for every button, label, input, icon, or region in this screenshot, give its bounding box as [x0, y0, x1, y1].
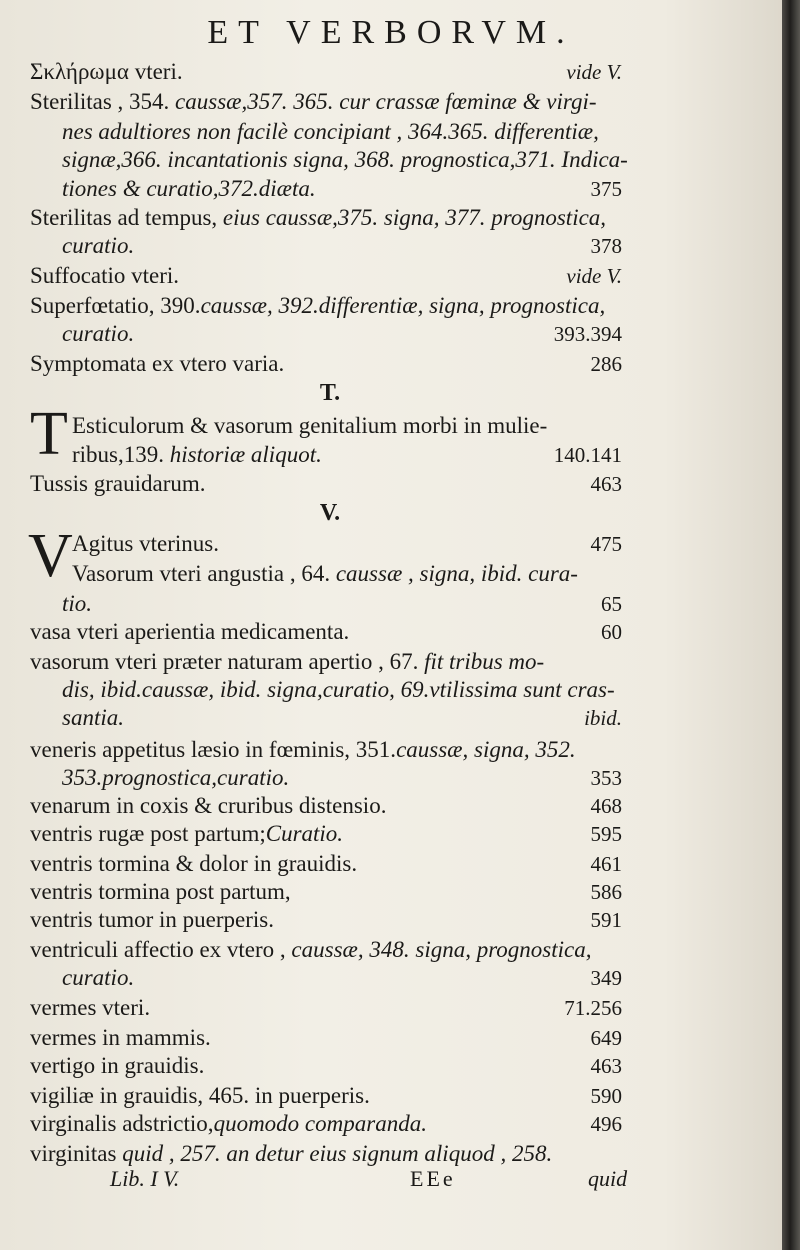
entry-text: virginitas: [30, 1141, 123, 1166]
entry-italic-text: Curatio.: [265, 821, 344, 846]
page-reference: 595: [590, 822, 622, 846]
entry-italic-text: nes adultiores non facilè concipiant , 364.365. differentiæ,: [62, 119, 599, 144]
entry-italic-text: curatio.: [62, 965, 135, 990]
entry-italic-text: fit tribus mo-: [424, 649, 545, 674]
entry-italic-text: tiones & curatio,372.diæta.: [62, 176, 316, 201]
entry-text: Vasorum vteri angustia , 64.: [72, 561, 336, 586]
index-line: [30, 1082, 670, 1110]
index-line: Agitus vterinus.: [72, 531, 219, 556]
page-reference: 60: [601, 620, 622, 644]
page-reference: 375: [590, 177, 622, 201]
page-reference: 349: [590, 966, 622, 990]
section-heading-v: V.: [319, 500, 341, 526]
entry-italic-text: caussæ, 348. signa, prognostica,: [291, 937, 592, 962]
footer-catchword: quid: [588, 1166, 628, 1191]
page-reference: 586: [590, 880, 622, 904]
entry-italic-text: signæ,366. incantationis signa, 368. prognostica,371. Indica-: [62, 147, 628, 172]
index-line: [62, 118, 702, 146]
page-reference: 496: [590, 1112, 622, 1136]
page-reference: 463: [590, 472, 622, 496]
index-line: Esticulorum & vasorum genitalium morbi in mulie-: [72, 413, 548, 438]
entry-italic-text: santia.: [62, 705, 124, 730]
page-reference: 461: [590, 852, 622, 876]
entry-text: Σκλήρωμα: [30, 59, 129, 84]
page-reference: 590: [590, 1084, 622, 1108]
entry-text: veneris appetitus læsio in fœminis, 351.: [30, 737, 397, 762]
page-reference: 353: [590, 766, 622, 790]
page-reference: 591: [590, 908, 622, 932]
page-reference: vide V.: [566, 60, 622, 84]
entry-text: ventriculi affectio ex vtero ,: [30, 937, 292, 962]
page-reference: 65: [601, 592, 622, 616]
index-line: [30, 1110, 670, 1138]
entry-text: virginalis adstrictio,: [30, 1111, 214, 1136]
entry-italic-text: dis, ibid.caussæ, ibid. signa,curatio, 69.vtilissima sunt cras-: [62, 677, 615, 702]
index-line: [62, 146, 702, 174]
page-reference: 649: [590, 1026, 622, 1050]
entry-text: Sterilitas ad tempus,: [30, 205, 223, 230]
index-line: [30, 792, 670, 820]
index-line: [30, 906, 670, 934]
page-reference: 378: [590, 234, 622, 258]
entry-italic-text: caussæ , signa, ibid. cura-: [335, 561, 578, 586]
footer-signature-mark: EEe: [410, 1166, 456, 1191]
entry-text: ribus,139.: [72, 442, 170, 467]
index-line: [30, 292, 670, 320]
index-line: Tussis grauidarum.: [30, 471, 206, 496]
entry-text: vertigo in grauidis.: [30, 1053, 205, 1078]
index-line: [30, 1024, 670, 1052]
entry-italic-text: curatio.: [62, 233, 135, 258]
entry-text: Sterilitas , 354.: [30, 89, 176, 114]
index-line: [30, 618, 670, 646]
page-reference: 393.394: [553, 322, 622, 346]
entry-italic-text: caussæ,357. 365. cur crassæ fœminæ & virgi-: [175, 89, 597, 114]
page-reference: 475: [590, 532, 622, 556]
page-reference: 71.256: [564, 996, 622, 1020]
entry-text: Symptomata ex vtero varia.: [30, 351, 285, 376]
entry-italic-text: caussæ, 392.differentiæ, signa, prognostica,: [200, 293, 606, 318]
entry-text: venarum in coxis & cruribus distensio.: [30, 793, 387, 818]
index-line: tio.: [62, 591, 93, 616]
page-reference: 140.141: [553, 443, 622, 467]
page-reference: ibid.: [584, 706, 622, 730]
entry-italic-text: caussæ, signa, 352.: [396, 737, 576, 762]
entry-italic-text: quid , 257. an detur eius signum aliquod , 258.: [122, 1141, 553, 1166]
entry-italic-text: 353.prognostica,curatio.: [62, 765, 290, 790]
index-line: [30, 648, 670, 676]
page-reference: 468: [590, 794, 622, 818]
entry-italic-text: historiæ aliquot.: [169, 442, 322, 467]
index-line: [30, 850, 670, 878]
entry-text: ventris rugæ post partum;: [30, 821, 266, 846]
page-binding-edge: [782, 0, 800, 1250]
index-line: [72, 560, 712, 588]
footer-book-number: Lib. I V.: [110, 1166, 180, 1191]
running-head: ET VERBORVM.: [207, 14, 575, 51]
entry-text: ventris tormina post partum,: [30, 879, 291, 904]
entry-italic-text: curatio.: [62, 321, 135, 346]
index-line: [30, 820, 670, 848]
entry-text: vasa vteri aperientia medicamenta.: [30, 619, 350, 644]
index-line: [30, 1140, 670, 1168]
entry-text: Suffocatio vteri.: [30, 263, 180, 288]
index-line: [30, 350, 670, 378]
entry-text: vteri.: [128, 59, 183, 84]
page-reference: 286: [590, 352, 622, 376]
section-heading-t: T.: [319, 380, 341, 406]
entry-text: vermes in mammis.: [30, 1025, 211, 1050]
entry-italic-text: quomodo comparanda.: [213, 1111, 427, 1136]
index-line: [30, 736, 670, 764]
page-reference: vide V.: [566, 264, 622, 288]
entry-text: vermes vteri.: [30, 995, 151, 1020]
index-line: [30, 88, 670, 116]
entry-italic-text: eius caussæ,375. signa, 377. prognostica,: [222, 205, 607, 230]
entry-text: vasorum vteri præter naturam apertio , 67.: [30, 649, 425, 674]
index-line: [30, 1052, 670, 1080]
entry-text: Superfœtatio, 390.: [30, 293, 201, 318]
page-reference: 463: [590, 1054, 622, 1078]
index-line: [62, 676, 702, 704]
index-line: [30, 936, 670, 964]
index-line: [30, 204, 670, 232]
entry-text: ventris tumor in puerperis.: [30, 907, 275, 932]
entry-text: ventris tormina & dolor in grauidis.: [30, 851, 358, 876]
drop-cap-v: V: [28, 522, 73, 590]
drop-cap-t: T: [30, 400, 68, 468]
entry-text: vigiliæ in grauidis, 465. in puerperis.: [30, 1083, 370, 1108]
index-line: [30, 878, 670, 906]
